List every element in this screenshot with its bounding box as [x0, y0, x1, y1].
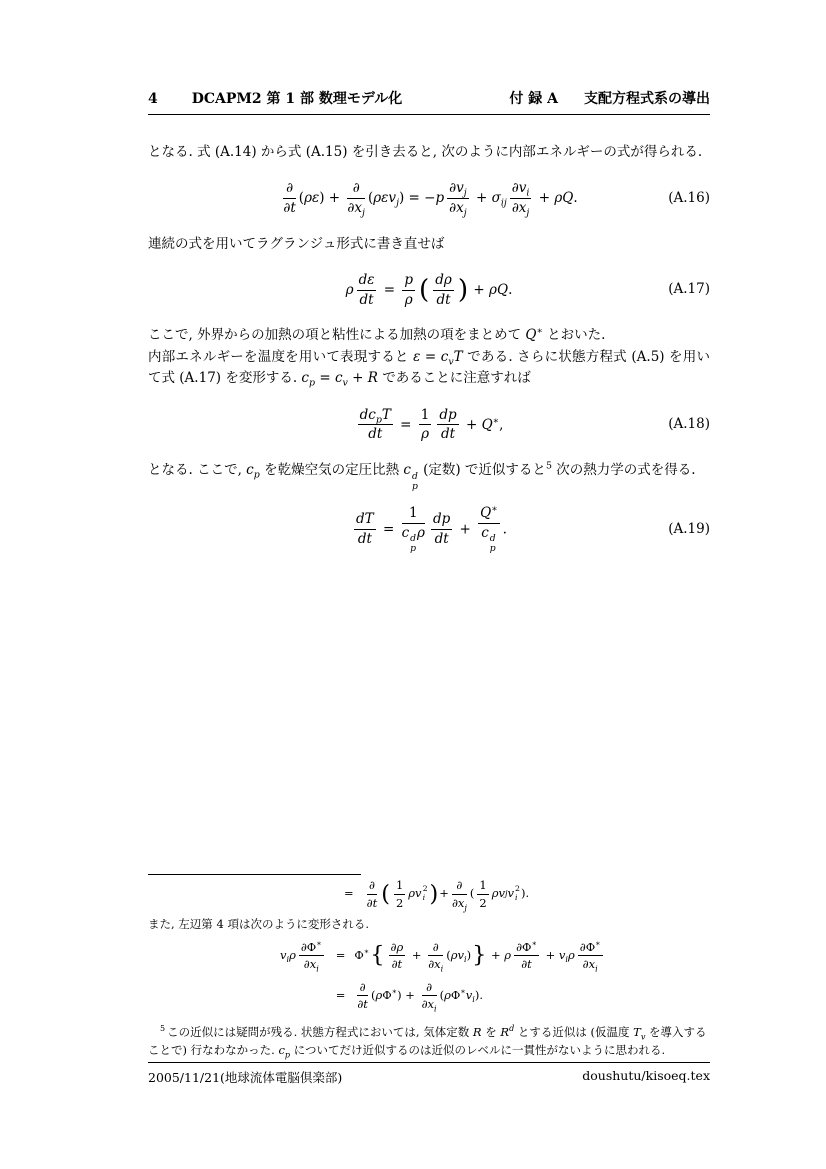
footnote-5-marker: 5 — [160, 1024, 166, 1034]
footnote-aligned-equation — [280, 940, 710, 1012]
page-footer — [148, 1062, 710, 1086]
footnote-continued-text: また, 左辺第 4 項は次のように変形される. — [148, 917, 370, 931]
equation-a19-number: (A.19) — [668, 520, 710, 537]
footnote-5-text: この近似には疑問が残る. 状態方程式においては, 気体定数 R を $R^d$ とする近似は (仮温度 $T_v$ を導入することで) 行なわなかった. $c_p$ についてだけ近似するのは近似のレベルに一貫性がないように思われる. — [148, 1024, 707, 1060]
equation-a16-math: $\frac{\partial}{\partial t}$ (ρε) + $\frac{\partial}{\partial x_j}$ (ρεv$_j$) = −p $\frac{\partial v_j}{\partial x_j}$ + $\sigma_{ij}$ $\frac{\partial v_i}{\partial x_j}$ + ρQ. — [283, 180, 578, 219]
main-text — [148, 134, 710, 567]
chapter-title: DCAPM2 第 1 部 数理モデル化 — [191, 91, 403, 107]
aligned-eq-line2-rhs: $\frac{\partial}{\partial t}$ (ρΦ∗) + $\frac{\partial}{\partial x_i}$ $(\rho\Phi^∗v_i)$. — [357, 979, 483, 1014]
equation-a19-math: $\frac{dT}{dt}$ = 1 c d p ρ $\frac{dp}{dt}$ + Q∗ c d p . — [356, 503, 507, 555]
appendix-title: 支配方程式系の導出 — [584, 91, 710, 107]
page-header — [148, 88, 710, 115]
header-left — [148, 88, 402, 108]
paragraph-qstar: ここで, 外界からの加熱の項と粘性による加熱の項をまとめて Q∗ とおいた. — [148, 325, 606, 344]
footnote-rule — [148, 874, 361, 875]
equation-a17 — [148, 268, 710, 312]
aligned-eq-line1-equals: = — [335, 947, 346, 962]
paragraph-intro: となる. 式 (A.14) から式 (A.15) を引き去ると, 次のように内部エネルギーの式が得られる. — [148, 144, 703, 160]
aligned-eq-line1-lhs: $v_i\rho$ $\frac{\partial\Phi^∗}{\partial x_i}$ — [280, 938, 322, 974]
aligned-eq-line2-equals: = — [335, 987, 346, 1002]
equation-a18-math: $\frac{dc_pT}{dt}$ = $\frac{1}{\rho}$ $\frac{dp}{dt}$ + Q∗, — [359, 406, 504, 443]
equation-a17-math: ρ $\frac{d\varepsilon}{dt}$ = $\frac{p}{\rho}$ ( $\frac{d\rho}{dt}$ ) + ρQ. — [345, 271, 513, 308]
paragraph-approximation: となる. ここで, $c_p$ を乾燥空気の定圧比熱 c d p (定数) で近似すると$^5$ 次の熱力学の式を得る. — [148, 460, 696, 492]
footer-filename: doushutu/kisoeq.tex — [582, 1068, 710, 1083]
footer-date: 2005/11/21(地球流体電脳倶楽部) — [148, 1070, 343, 1085]
footnote-continued-equation: = $\frac{\partial}{\partial t}$ ( $\frac{1}{2}$ ρv 2 i ) + $\frac{\partial}{\partial x_j}$ ( $\frac{1}{2}$ ρv j v 2 i ). — [344, 878, 530, 912]
equation-a18 — [148, 403, 710, 447]
equation-a17-number: (A.17) — [668, 281, 710, 298]
aligned-eq-line1-rhs: Φ∗{ $\frac{\partial\rho}{\partial t}$ + $\frac{\partial}{\partial x_i}$ $(\rho v_i)\} + \rho$ $\frac{\partial\Phi^∗}{\partial t}$ + $v_i\rho$ $\frac{\partial\Phi^∗}{\partial x_i}$ — [354, 938, 601, 974]
footnote-area — [148, 874, 710, 1060]
footnote-5 — [148, 1023, 710, 1059]
equation-a16-number: (A.16) — [668, 189, 710, 206]
equation-a18-number: (A.18) — [668, 416, 710, 433]
paragraph-internal-energy: 内部エネルギーを温度を用いて表現すると $\varepsilon = c_vT$ である. さらに状態方程式 (A.5) を用いて式 (A.17) を変形する. $c_p = c_v + R$ であることに注意すれば — [148, 348, 710, 390]
paragraph-lagrange: 連続の式を用いてラグランジュ形式に書き直せば — [148, 235, 445, 252]
equation-a19 — [148, 505, 710, 555]
appendix-label: 付 録 A — [509, 91, 558, 107]
page-number: 4 — [148, 91, 158, 107]
equation-a16 — [148, 177, 710, 221]
header-right — [509, 88, 710, 108]
